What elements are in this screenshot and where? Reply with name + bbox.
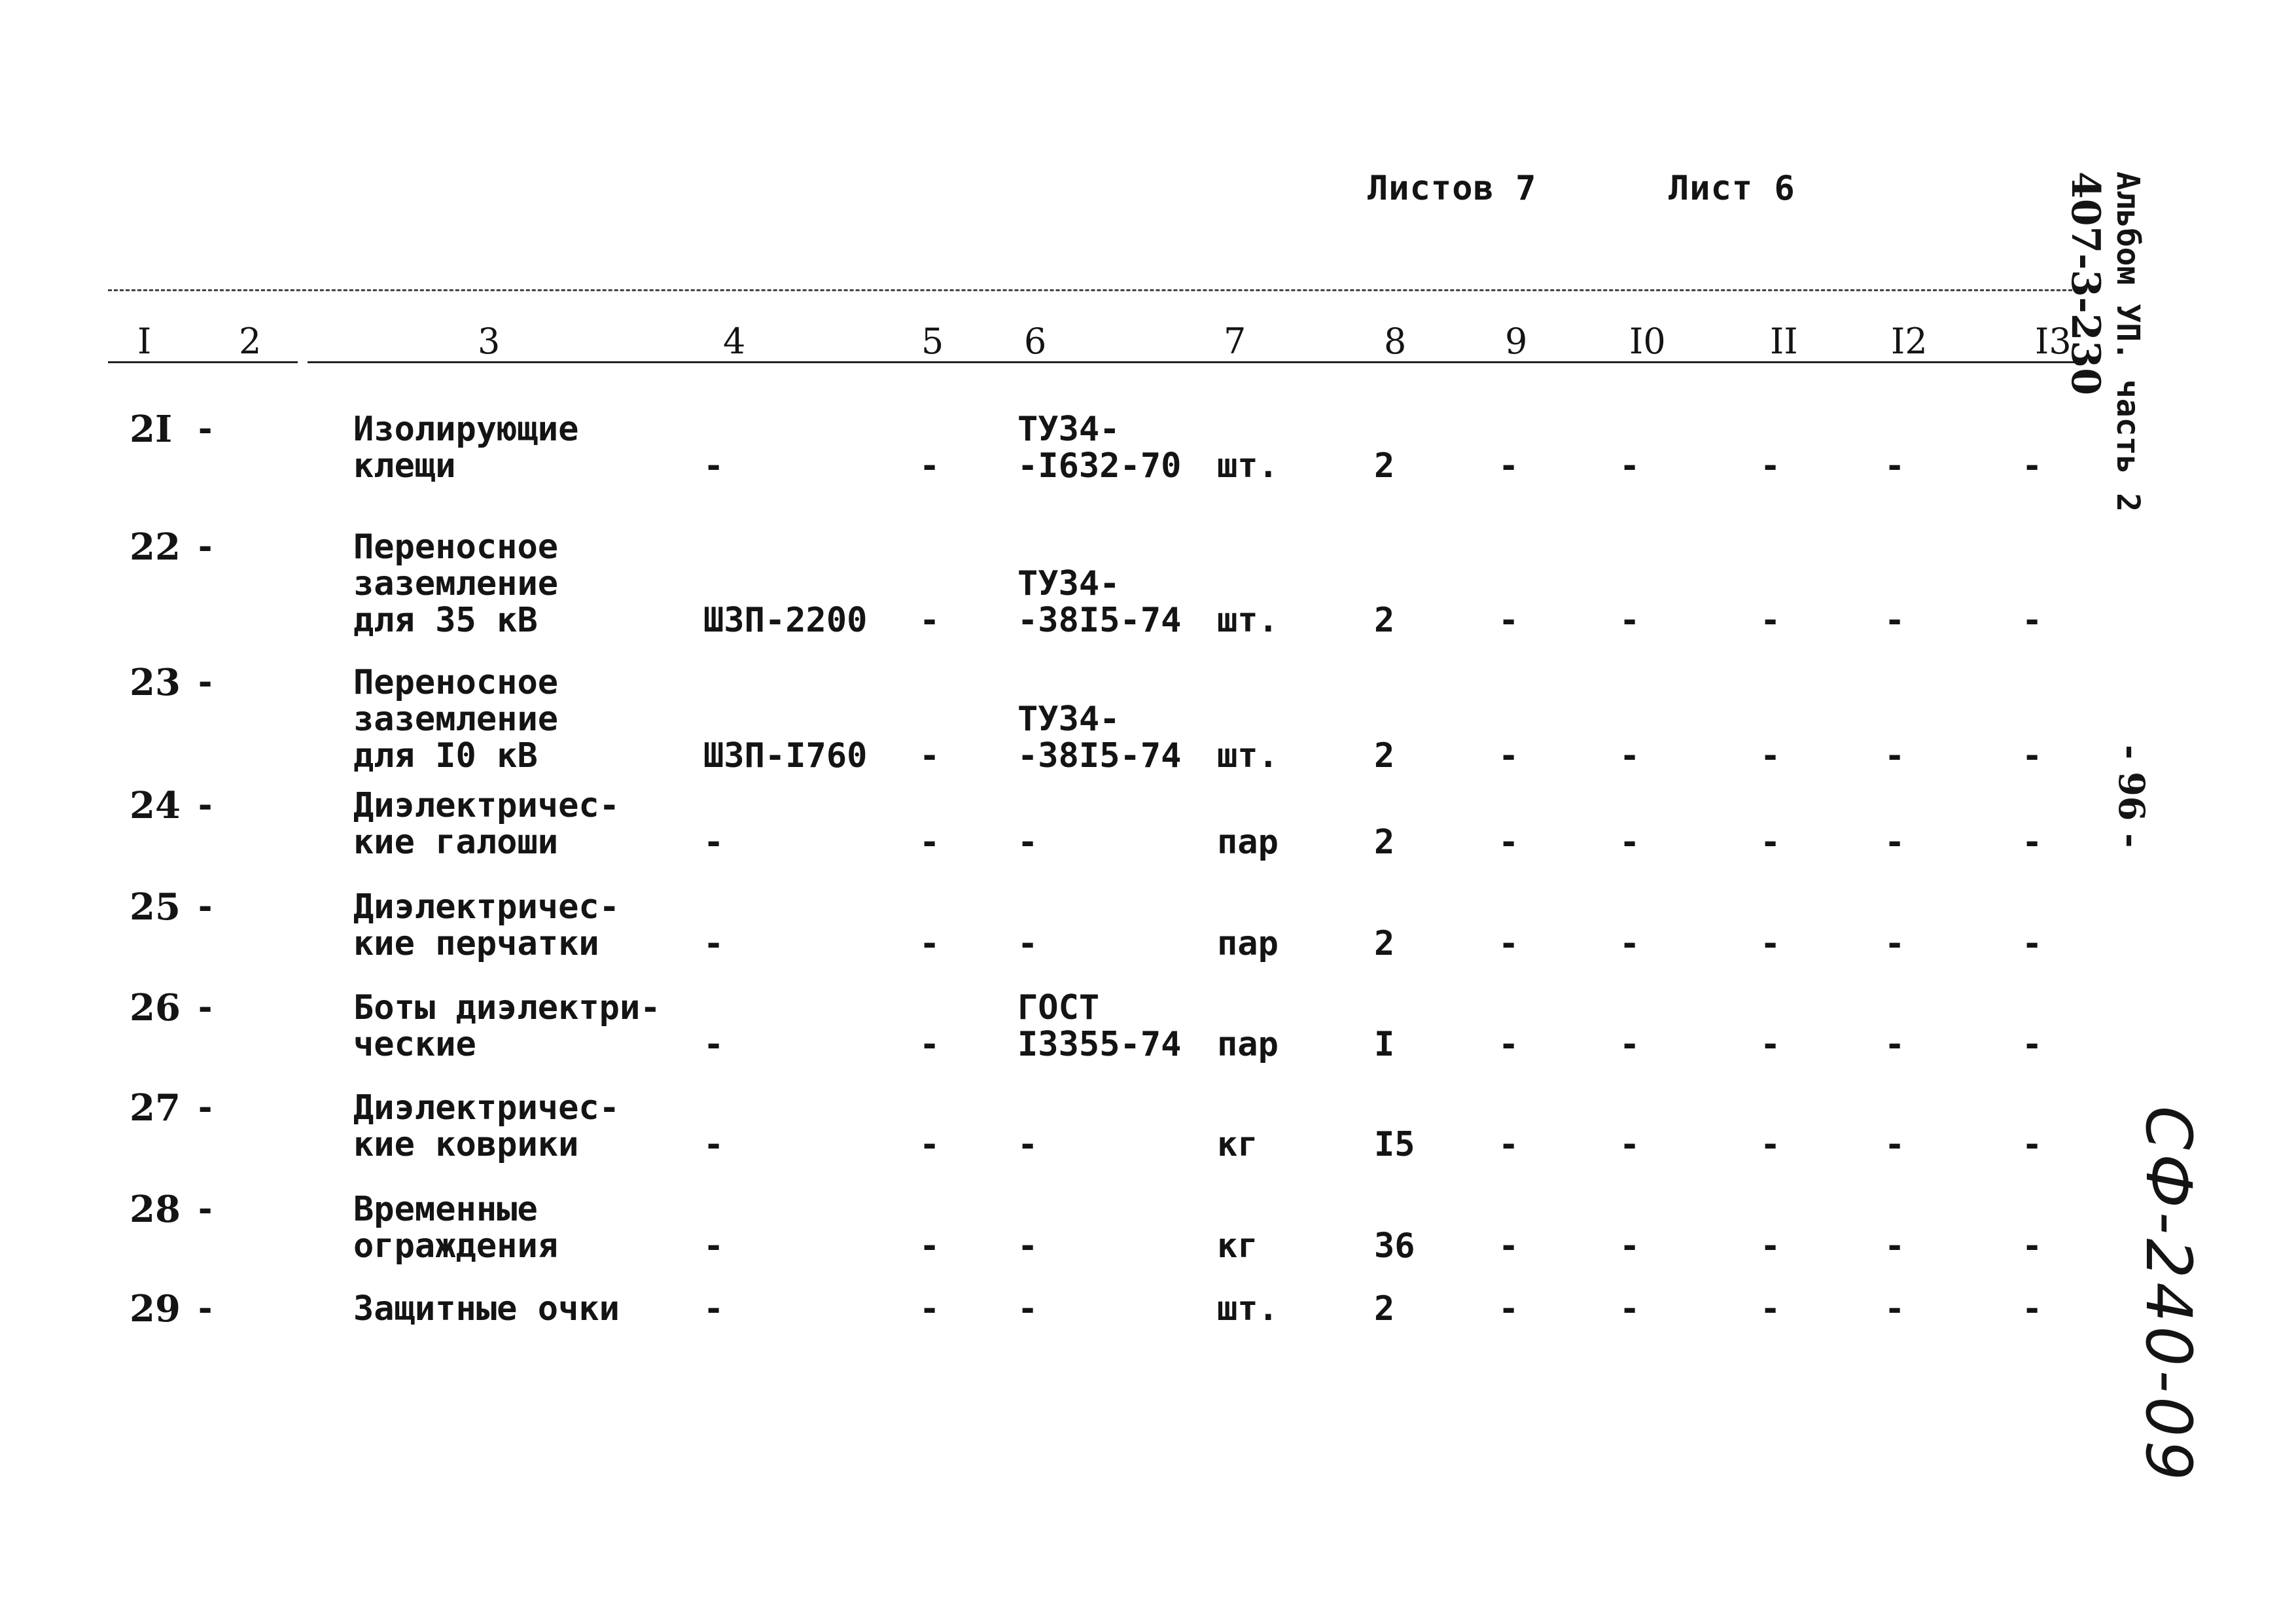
header-rule-right — [308, 361, 2084, 363]
standard-value: ГОСТ I3355-74 — [1017, 988, 1182, 1064]
unit-value: шт. — [1217, 736, 1279, 776]
col5-value: - — [919, 924, 940, 963]
col2-value: - — [195, 887, 216, 927]
col12-value: - — [1884, 924, 1905, 963]
col5-value: - — [919, 446, 940, 486]
type-value: - — [703, 823, 724, 862]
col10-value: - — [1619, 736, 1640, 776]
col-header-8: 8 — [1384, 321, 1407, 362]
type-value: - — [703, 1226, 724, 1266]
row-number: 23 — [130, 661, 181, 704]
col-header-3: 3 — [478, 321, 501, 362]
type-value: - — [703, 924, 724, 963]
col9-value: - — [1498, 1025, 1519, 1064]
col12-value: - — [1884, 1025, 1905, 1064]
col2-value: - — [195, 527, 216, 567]
row-number: 26 — [130, 986, 181, 1029]
standard-value: - — [1017, 1125, 1038, 1164]
col12-value: - — [1884, 601, 1905, 640]
unit-value: шт. — [1217, 601, 1279, 640]
col11-value: - — [1760, 736, 1781, 776]
col10-value: - — [1619, 924, 1640, 963]
unit-value: пар — [1217, 823, 1279, 862]
row-number: 29 — [130, 1287, 181, 1330]
document-code: 407-3-230 — [2062, 171, 2108, 396]
col-header-2: 2 — [239, 321, 262, 362]
type-value: - — [703, 446, 724, 486]
col5-value: - — [919, 1025, 940, 1064]
quantity-value: I5 — [1374, 1125, 1415, 1164]
col13-value: - — [2022, 823, 2043, 862]
standard-value: - — [1017, 823, 1038, 862]
col10-value: - — [1619, 1125, 1640, 1164]
col2-value: - — [195, 1289, 216, 1329]
col13-value: - — [2022, 446, 2043, 486]
type-value: - — [703, 1289, 724, 1329]
quantity-value: 2 — [1374, 446, 1395, 486]
col12-value: - — [1884, 1226, 1905, 1266]
col2-value: - — [195, 410, 216, 449]
sheets-total-label: Листов 7 — [1368, 169, 1537, 208]
quantity-value: 2 — [1374, 1289, 1395, 1329]
quantity-value: 2 — [1374, 924, 1395, 963]
col-header-1: I — [137, 321, 152, 362]
col9-value: - — [1498, 446, 1519, 486]
col11-value: - — [1760, 1289, 1781, 1329]
col11-value: - — [1760, 823, 1781, 862]
col10-value: - — [1619, 823, 1640, 862]
col9-value: - — [1498, 1289, 1519, 1329]
col2-value: - — [195, 1190, 216, 1229]
col9-value: - — [1498, 736, 1519, 776]
col-header-11: II — [1770, 321, 1798, 362]
col12-value: - — [1884, 446, 1905, 486]
col12-value: - — [1884, 736, 1905, 776]
col5-value: - — [919, 601, 940, 640]
row-number: 28 — [130, 1188, 181, 1231]
col10-value: - — [1619, 1289, 1640, 1329]
col-header-9: 9 — [1505, 321, 1528, 362]
item-name: Защитные очки — [353, 1289, 620, 1329]
col9-value: - — [1498, 601, 1519, 640]
item-name: Диэлектричес- кие перчатки — [353, 887, 620, 963]
unit-value: шт. — [1217, 446, 1279, 486]
col11-value: - — [1760, 924, 1781, 963]
unit-value: пар — [1217, 1025, 1279, 1064]
header-rule-left — [108, 361, 298, 363]
col10-value: - — [1619, 601, 1640, 640]
type-value: - — [703, 1125, 724, 1164]
col-header-10: I0 — [1629, 321, 1666, 362]
col10-value: - — [1619, 446, 1640, 486]
col9-value: - — [1498, 1226, 1519, 1266]
row-number: 25 — [130, 885, 181, 929]
col5-value: - — [919, 1125, 940, 1164]
col13-value: - — [2022, 1025, 2043, 1064]
col12-value: - — [1884, 1125, 1905, 1164]
col9-value: - — [1498, 1125, 1519, 1164]
col11-value: - — [1760, 601, 1781, 640]
quantity-value: 2 — [1374, 823, 1395, 862]
col11-value: - — [1760, 446, 1781, 486]
col5-value: - — [919, 1226, 940, 1266]
col13-value: - — [2022, 924, 2043, 963]
col12-value: - — [1884, 1289, 1905, 1329]
standard-value: ТУ34- -38I5-74 — [1017, 700, 1182, 776]
col5-value: - — [919, 1289, 940, 1329]
standard-value: ТУ34- -I632-70 — [1017, 410, 1182, 486]
col10-value: - — [1619, 1025, 1640, 1064]
col13-value: - — [2022, 1125, 2043, 1164]
row-number: 22 — [130, 526, 181, 569]
col9-value: - — [1498, 823, 1519, 862]
handwritten-stamp: СФ-240-09 — [2132, 1106, 2205, 1485]
row-number: 2I — [130, 408, 173, 451]
col13-value: - — [2022, 1226, 2043, 1266]
col11-value: - — [1760, 1226, 1781, 1266]
col2-value: - — [195, 988, 216, 1027]
item-name: Переносное заземление для 35 кВ — [353, 527, 559, 640]
col13-value: - — [2022, 736, 2043, 776]
item-name: Диэлектричес- кие коврики — [353, 1088, 620, 1164]
col-header-4: 4 — [723, 321, 746, 362]
col12-value: - — [1884, 823, 1905, 862]
standard-value: - — [1017, 1289, 1038, 1329]
col9-value: - — [1498, 924, 1519, 963]
col2-value: - — [195, 786, 216, 825]
row-number: 24 — [130, 784, 181, 827]
col11-value: - — [1760, 1125, 1781, 1164]
col2-value: - — [195, 663, 216, 702]
col2-value: - — [195, 1088, 216, 1128]
unit-value: кг — [1217, 1125, 1258, 1164]
col13-value: - — [2022, 1289, 2043, 1329]
standard-value: - — [1017, 924, 1038, 963]
unit-value: шт. — [1217, 1289, 1279, 1329]
sheet-number-label: Лист 6 — [1669, 169, 1795, 208]
col10-value: - — [1619, 1226, 1640, 1266]
col-header-6: 6 — [1024, 321, 1047, 362]
row-number: 27 — [130, 1086, 181, 1130]
item-name: Переносное заземление для I0 кВ — [353, 663, 559, 776]
col-header-7: 7 — [1224, 321, 1246, 362]
col5-value: - — [919, 823, 940, 862]
item-name: Диэлектричес- кие галоши — [353, 786, 620, 862]
type-value: ШЗП-I760 — [703, 736, 868, 776]
item-name: Изолирующие клещи — [353, 410, 579, 486]
standard-value: - — [1017, 1226, 1038, 1266]
col5-value: - — [919, 736, 940, 776]
page-number: - 96 - — [2111, 745, 2153, 848]
unit-value: кг — [1217, 1226, 1258, 1266]
col-header-12: I2 — [1891, 321, 1928, 362]
item-name: Боты диэлектри- ческие — [353, 988, 661, 1064]
quantity-value: 2 — [1374, 736, 1395, 776]
quantity-value: 2 — [1374, 601, 1395, 640]
unit-value: пар — [1217, 924, 1279, 963]
type-value: - — [703, 1025, 724, 1064]
album-label: Альбом УП. часть 2 — [2110, 171, 2146, 512]
col13-value: - — [2022, 601, 2043, 640]
type-value: ШЗП-2200 — [703, 601, 868, 640]
col-header-5: 5 — [921, 321, 944, 362]
item-name: Временные ограждения — [353, 1190, 559, 1266]
quantity-value: 36 — [1374, 1226, 1415, 1266]
standard-value: ТУ34- -38I5-74 — [1017, 564, 1182, 640]
col-header-13: I3 — [2035, 321, 2072, 362]
quantity-value: I — [1374, 1025, 1395, 1064]
col11-value: - — [1760, 1025, 1781, 1064]
top-rule — [108, 289, 2084, 291]
